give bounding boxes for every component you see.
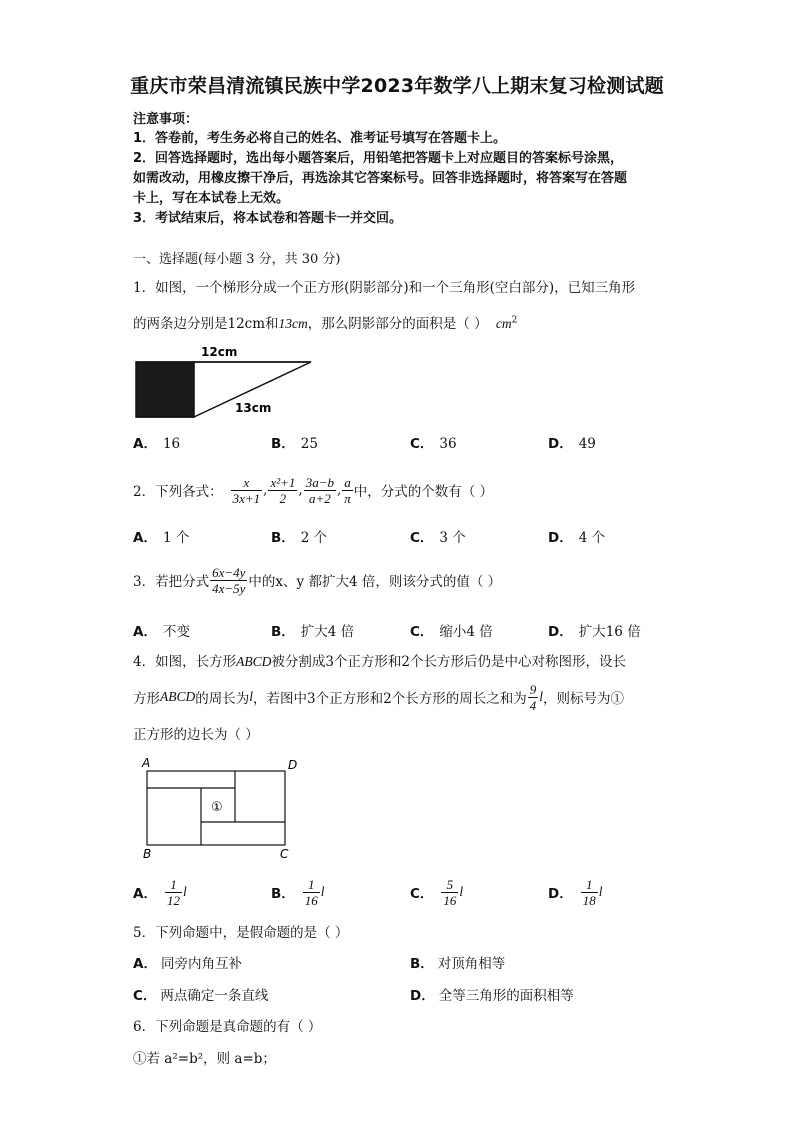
q4-nine-quarters: $\frac{9}{4}$ bbox=[529, 681, 537, 713]
q1-option-d[interactable]: D． 49 bbox=[548, 436, 596, 452]
q3-option-b[interactable]: B． 扩大4 倍 bbox=[271, 624, 355, 640]
q2-option-b[interactable]: B． 2 个 bbox=[271, 530, 328, 546]
q1-unit-sup: 2 bbox=[511, 315, 518, 326]
q4-option-d-l: l bbox=[598, 884, 603, 899]
q1-unit: cm bbox=[495, 316, 512, 331]
q5-option-b[interactable]: B． 对顶角相等 bbox=[410, 956, 506, 972]
q3-option-a[interactable]: A． 不变 bbox=[133, 624, 190, 640]
q2-option-a[interactable]: A． 1 个 bbox=[133, 530, 190, 546]
q1-stem-line-2 bbox=[133, 312, 517, 332]
q2-suffix: 中，分式的个数有（ ） bbox=[353, 484, 494, 500]
q2-fraction-2: $\frac{\text{x²+1}}{2}$ bbox=[270, 474, 296, 506]
q5-option-c[interactable]: C． 两点确定一条直线 bbox=[133, 988, 269, 1004]
q4-stem-line-2 bbox=[133, 677, 624, 717]
q2-prefix: 2．下列各式： bbox=[133, 484, 223, 500]
q2-fraction-4: $\frac{a}{\pi}$ bbox=[344, 474, 351, 506]
q4-option-a-l: l bbox=[182, 884, 187, 899]
q5-option-d[interactable]: D． 全等三角形的面积相等 bbox=[410, 988, 574, 1004]
q4-line2-part-b: 的周长为 bbox=[195, 691, 250, 707]
notice-heading: 注意事项： bbox=[133, 112, 199, 127]
q1-option-a[interactable]: A． 16 bbox=[133, 436, 181, 452]
q4-line2-part-d: ，则标号为① bbox=[542, 691, 624, 707]
q3-prefix: 3．若把分式 bbox=[133, 574, 210, 590]
q6-stem: 6．下列命题是真命题的有（ ） bbox=[133, 1019, 322, 1035]
q2-comma-3: , bbox=[336, 482, 342, 498]
notice-item-2-line-1: 2．回答选择题时，选出每小题答案后，用铅笔把答题卡上对应题目的答案标号涂黑， bbox=[133, 151, 624, 166]
label-12cm: 12cm bbox=[201, 345, 238, 359]
q2-stem bbox=[133, 470, 493, 510]
q1-stem-line-1: 1．如图，一个梯形分成一个正方形(阴影部分)和一个三角形(空白部分)，已知三角形 bbox=[133, 280, 636, 296]
vertex-d: D bbox=[288, 758, 298, 772]
shaded-square bbox=[136, 362, 194, 417]
q2-option-c[interactable]: C． 3 个 bbox=[410, 530, 466, 546]
q4-option-a-fraction: $\frac{1}{12}$ bbox=[166, 876, 180, 908]
q4-option-b[interactable]: B． $\frac{1}{16}$ l bbox=[271, 876, 325, 908]
q4-stem-line-3: 正方形的边长为（ ） bbox=[133, 727, 259, 743]
q5-stem: 5．下列命题中，是假命题的是（ ） bbox=[133, 925, 349, 941]
q1-stem-part-a: 的两条边分别是12cm和 bbox=[133, 316, 279, 332]
q4-rectangle-figure bbox=[140, 755, 310, 865]
q1-trapezoid-figure bbox=[133, 340, 323, 425]
section-heading: 一、选择题(每小题 3 分，共 30 分) bbox=[133, 252, 341, 267]
label-13cm: 13cm bbox=[235, 401, 272, 415]
q4-option-b-fraction: $\frac{1}{16}$ bbox=[304, 876, 318, 908]
q4-line1-part-b: 被分割成3个正方形和2个长方形后仍是中心对称图形，设长 bbox=[271, 654, 627, 670]
notice-item-3: 3．考试结束后，将本试卷和答题卡一并交回。 bbox=[133, 211, 403, 226]
q2-comma-1: , bbox=[263, 482, 268, 498]
q4-abcd-2: ABCD bbox=[160, 689, 196, 704]
q4-l-2: l bbox=[539, 689, 543, 704]
q3-stem bbox=[133, 560, 501, 600]
q4-abcd-1: ABCD bbox=[236, 654, 272, 669]
page-title: 重庆市荣昌清流镇民族中学2023年数学八上期末复习检测试题 bbox=[130, 75, 664, 97]
vertex-b: B bbox=[143, 847, 152, 861]
square-1-mark: ① bbox=[211, 800, 223, 815]
vertex-a: A bbox=[142, 756, 151, 770]
vertex-c: C bbox=[280, 847, 289, 861]
q2-option-d[interactable]: D． 4 个 bbox=[548, 530, 606, 546]
notice-item-1: 1．答卷前，考生务必将自己的姓名、准考证号填写在答题卡上。 bbox=[133, 131, 507, 146]
q6-item-1: ①若 a²=b²，则 a=b； bbox=[133, 1051, 276, 1067]
q1-option-c[interactable]: C． 36 bbox=[410, 436, 457, 452]
q5-option-a[interactable]: A． 同旁内角互补 bbox=[133, 956, 242, 972]
q3-option-c[interactable]: C． 缩小4 倍 bbox=[410, 624, 493, 640]
q2-comma-2: , bbox=[298, 482, 303, 498]
q4-option-d[interactable]: D． $\frac{1}{18}$ l bbox=[548, 876, 603, 908]
q3-option-d[interactable]: D． 扩大16 倍 bbox=[548, 624, 641, 640]
q4-option-a[interactable]: A． $\frac{1}{12}$ l bbox=[133, 876, 187, 908]
q3-suffix: 中的x、y 都扩大4 倍，则该分式的值（ ） bbox=[248, 574, 502, 590]
q4-option-d-fraction: $\frac{1}{18}$ bbox=[582, 876, 596, 908]
q2-fraction-3: $\frac{3a-b}{a+2}$ bbox=[305, 474, 334, 506]
q4-l-1: l bbox=[249, 689, 254, 704]
q1-option-b[interactable]: B． 25 bbox=[271, 436, 318, 452]
q1-stem-part-b: 13cm bbox=[278, 316, 308, 331]
q4-option-c-l: l bbox=[459, 884, 464, 899]
q4-line1-part-a: 4．如图，长方形 bbox=[133, 654, 237, 670]
notice-item-2-line-2: 如需改动，用橡皮擦干净后，再选涂其它答案标号。回答非选择题时，将答案写在答题 bbox=[133, 171, 628, 186]
q4-option-c[interactable]: C． $\frac{5}{16}$ l bbox=[410, 876, 464, 908]
q2-fraction-1: $\frac{x}{3x+1}$ bbox=[232, 474, 261, 506]
q4-option-c-fraction: $\frac{5}{16}$ bbox=[443, 876, 457, 908]
notice-item-2-line-3: 卡上，写在本试卷上无效。 bbox=[133, 191, 290, 206]
q4-stem-line-1 bbox=[133, 650, 626, 670]
q4-line2-part-c: ，若图中3个正方形和2个长方形的周长之和为 bbox=[253, 691, 527, 707]
q1-stem-part-c: ，那么阴影部分的面积是（ ） bbox=[307, 316, 488, 332]
q4-option-b-l: l bbox=[320, 884, 325, 899]
q3-fraction: $\frac{6x-4y}{4x-5y}$ bbox=[212, 564, 246, 596]
q4-line2-part-a: 方形 bbox=[133, 691, 160, 707]
